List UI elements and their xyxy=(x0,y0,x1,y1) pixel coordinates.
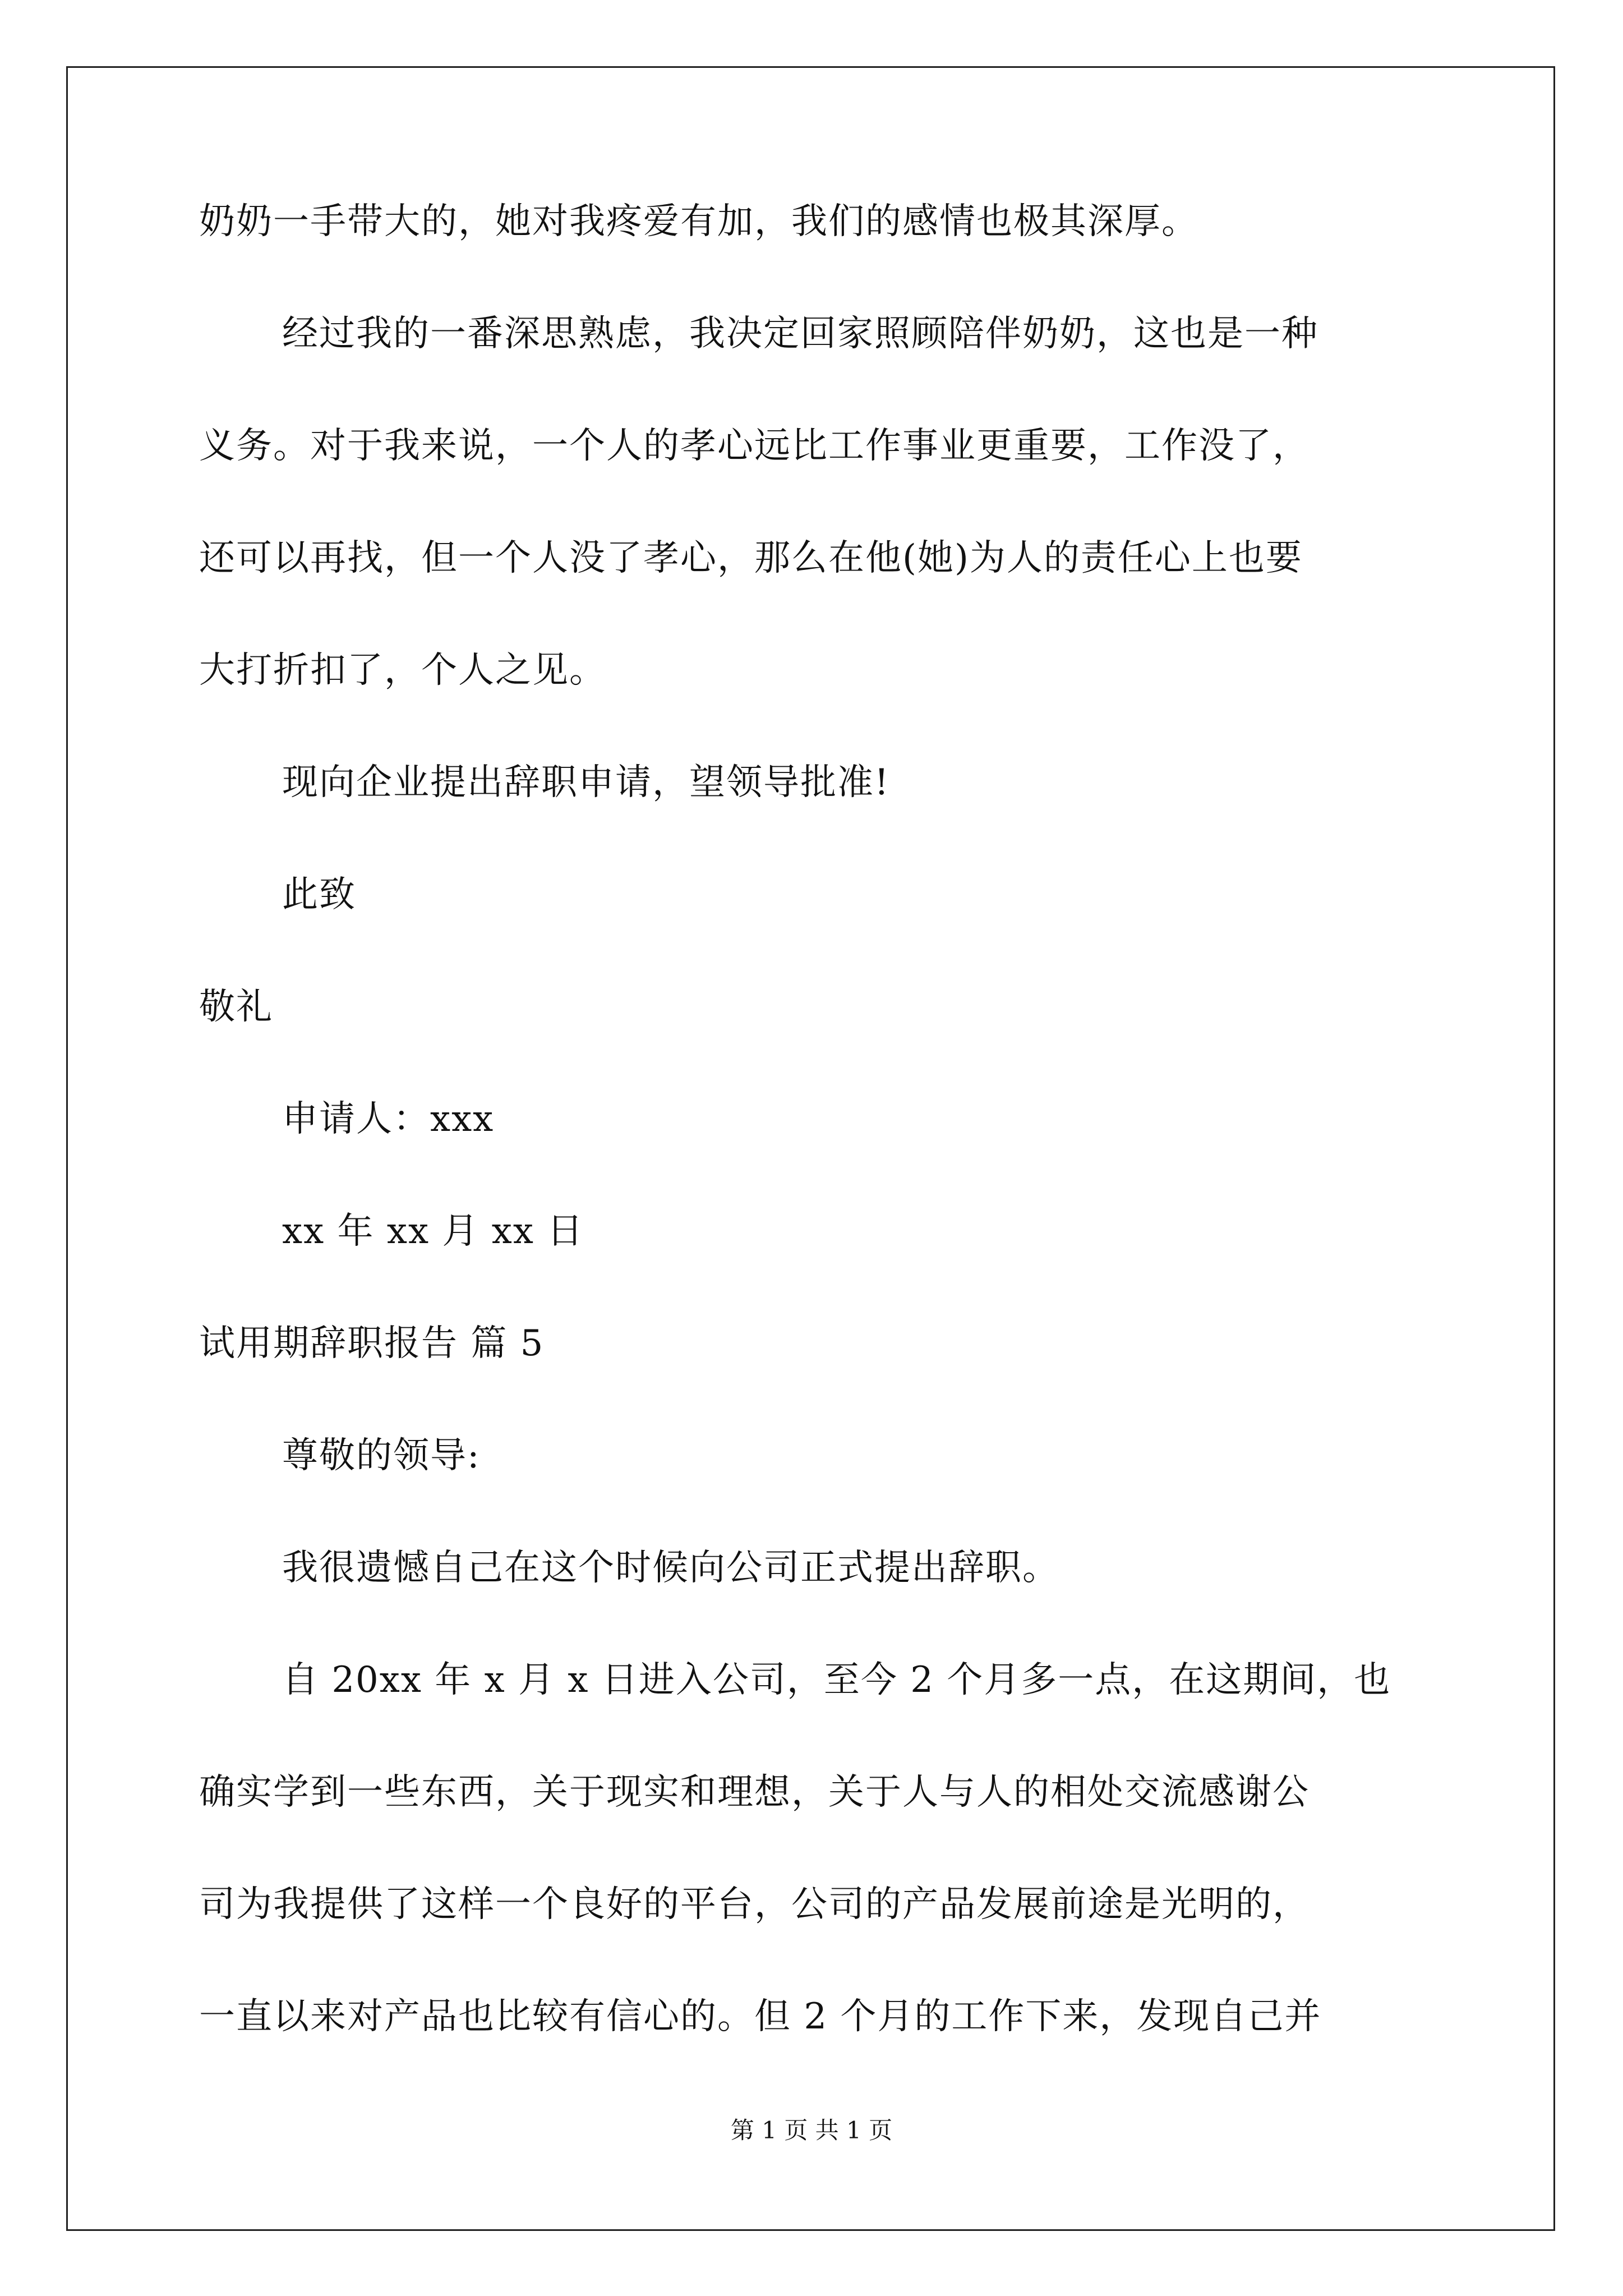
date-line: xx 年 xx 月 xx 日 xyxy=(282,1211,584,1252)
text-line: 我很遗憾自己在这个时候向公司正式提出辞职。 xyxy=(282,1547,1059,1589)
text-line: 自 20xx 年 x 月 x 日进入公司，至今 2 个月多一点，在这期间，也 xyxy=(282,1659,1391,1701)
section-heading: 试用期辞职报告 篇 5 xyxy=(199,1323,545,1364)
text-line: 现向企业提出辞职申请，望领导批准! xyxy=(282,762,890,803)
text-line: 还可以再找，但一个人没了孝心，那么在他(她)为人的责任心上也要 xyxy=(199,537,1303,579)
text-line: 经过我的一番深思熟虑，我决定回家照顾陪伴奶奶，这也是一种 xyxy=(282,313,1318,355)
text-line: 奶奶一手带大的，她对我疼爱有加，我们的感情也极其深厚。 xyxy=(199,201,1198,242)
text-line: 大打折扣了，个人之见。 xyxy=(199,650,606,691)
text-line: 义务。对于我来说，一个人的孝心远比工作事业更重要，工作没了， xyxy=(199,425,1310,467)
applicant-line: 申请人：xxx xyxy=(282,1098,495,1140)
page-footer: 第 1 页 共 1 页 xyxy=(730,2116,893,2144)
closing-salutation: 敬礼 xyxy=(199,986,273,1028)
text-line: 一直以来对产品也比较有信心的。但 2 个月的工作下来，发现自己并 xyxy=(199,1996,1322,2037)
text-line: 确实学到一些东西，关于现实和理想，关于人与人的相处交流感谢公 xyxy=(199,1772,1310,1813)
closing-phrase: 此致 xyxy=(282,874,356,915)
greeting-line: 尊敬的领导: xyxy=(282,1435,481,1476)
text-line: 司为我提供了这样一个良好的平台，公司的产品发展前途是光明的， xyxy=(199,1884,1310,1925)
